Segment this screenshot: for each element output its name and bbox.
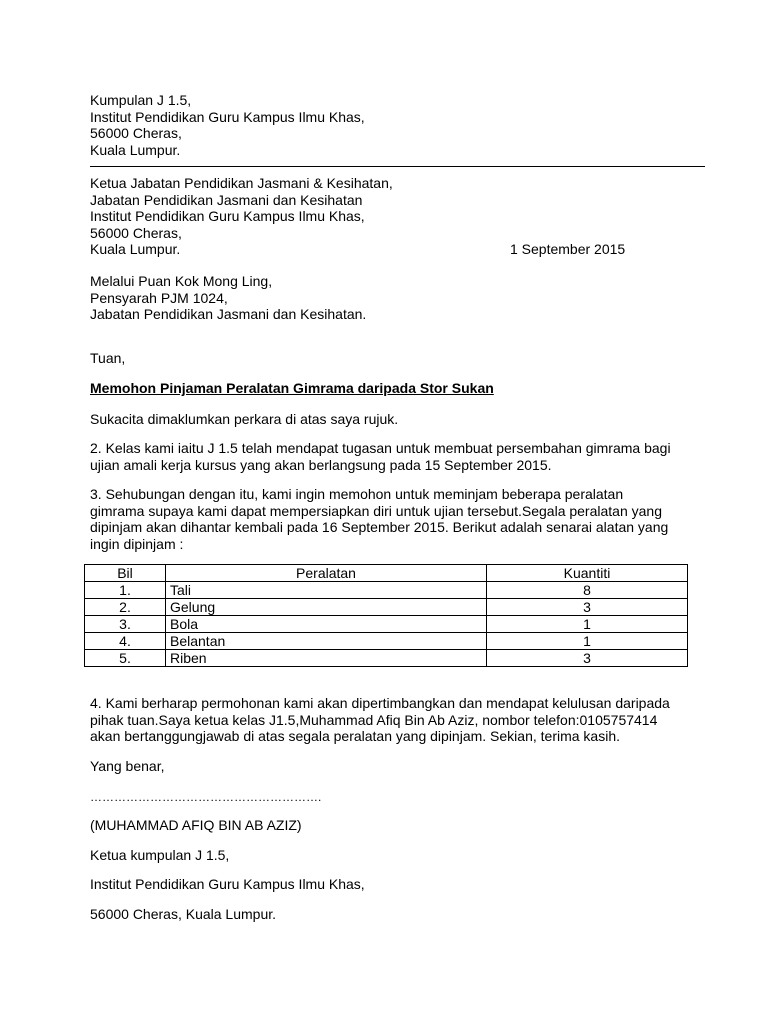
cell-qty: 1 — [487, 616, 688, 633]
recipient-address-line: Kuala Lumpur. — [90, 241, 181, 257]
table-row — [85, 582, 688, 599]
column-header-bil: Bil — [85, 565, 166, 582]
paragraph-line: ujian amali kerja kursus yang akan berlangsung pada 15 September 2015. — [90, 456, 552, 473]
paragraph-line: 2. Kelas kami iaitu J 1.5 telah mendapat tugasan untuk membuat persembahan gimrama bagi — [90, 440, 671, 456]
via-line: Jabatan Pendidikan Jasmani dan Kesihatan. — [90, 306, 367, 322]
via-line: Melalui Puan Kok Mong Ling, — [90, 273, 273, 289]
paragraph-line: gimrama supaya kami dapat mempersiapkan diri untuk ujian tersebut.Segala peralatan yang — [90, 502, 662, 519]
header-divider — [90, 166, 705, 167]
cell-bil: 4. — [85, 633, 166, 650]
signer-institution: Institut Pendidikan Guru Kampus Ilmu Khas, — [90, 876, 365, 892]
cell-item: Riben — [166, 650, 487, 667]
column-header-peralatan: Peralatan — [166, 565, 487, 582]
sender-address-line: Kuala Lumpur. — [90, 141, 181, 158]
cell-bil: 1. — [85, 582, 166, 599]
recipient-address — [90, 175, 393, 258]
sender-address-line: 56000 Cheras, — [90, 125, 182, 141]
cell-bil: 3. — [85, 616, 166, 633]
recipient-address-line: Jabatan Pendidikan Jasmani dan Kesihatan — [90, 191, 363, 208]
cell-item: Bola — [166, 616, 487, 633]
closing: Yang benar, — [90, 758, 165, 774]
cell-qty: 3 — [487, 650, 688, 667]
paragraph-1: Sukacita dimaklumkan perkara di atas saya rujuk. — [90, 411, 399, 427]
sender-address-line: Institut Pendidikan Guru Kampus Ilmu Khas, — [90, 108, 365, 125]
recipient-address-line: 56000 Cheras, — [90, 224, 182, 241]
signer-title: Ketua kumpulan J 1.5, — [90, 847, 230, 863]
recipient-address-line: Institut Pendidikan Guru Kampus Ilmu Khas, — [90, 208, 365, 224]
cell-qty: 8 — [487, 582, 688, 599]
cell-bil: 2. — [85, 599, 166, 616]
paragraph-line: 4. Kami berharap permohonan kami akan dipertimbangkan dan mendapat kelulusan daripada — [90, 695, 670, 711]
paragraph-4 — [90, 695, 670, 745]
paragraph-line: dipinjam akan dihantar kembali pada 16 September 2015. Berikut adalah senarai alatan yang — [90, 519, 669, 535]
via-line: Pensyarah PJM 1024, — [90, 289, 228, 306]
table-row — [85, 616, 688, 633]
salutation: Tuan, — [90, 350, 126, 366]
cell-item: Gelung — [166, 599, 487, 616]
cell-item: Belantan — [166, 633, 487, 650]
signature-line: …………………………………………………. — [90, 790, 322, 804]
cell-qty: 3 — [487, 599, 688, 616]
paragraph-line: akan bertanggungjawab di atas segala peralatan yang dipinjam. Sekian, terima kasih. — [90, 728, 621, 744]
paragraph-line: 3. Sehubungan dengan itu, kami ingin memohon untuk meminjam beberapa peralatan — [90, 486, 624, 502]
table-header-row — [85, 565, 688, 582]
paragraph-line: pihak tuan.Saya ketua kelas J1.5,Muhammad Afiq Bin Ab Aziz, nombor telefon:0105757414 — [90, 711, 658, 728]
via-block — [90, 273, 366, 323]
cell-item: Tali — [166, 582, 487, 599]
paragraph-3 — [90, 486, 668, 552]
paragraph-2 — [90, 440, 671, 473]
recipient-address-line: Ketua Jabatan Pendidikan Jasmani & Kesihatan, — [90, 175, 393, 191]
signer-name: (MUHAMMAD AFIQ BIN AB AZIZ) — [90, 817, 302, 833]
letter-date: 1 September 2015 — [510, 241, 626, 257]
equipment-table — [84, 564, 688, 667]
subject-heading: Memohon Pinjaman Peralatan Gimrama daripada Stor Sukan — [90, 380, 494, 396]
table-row — [85, 633, 688, 650]
column-header-kuantiti: Kuantiti — [487, 565, 688, 582]
cell-bil: 5. — [85, 650, 166, 667]
table-row — [85, 599, 688, 616]
sender-address — [90, 92, 365, 158]
cell-qty: 1 — [487, 633, 688, 650]
signer-city: 56000 Cheras, Kuala Lumpur. — [90, 906, 277, 922]
paragraph-line: ingin dipinjam : — [90, 535, 184, 552]
table-row — [85, 650, 688, 667]
sender-address-line: Kumpulan J 1.5, — [90, 92, 192, 108]
